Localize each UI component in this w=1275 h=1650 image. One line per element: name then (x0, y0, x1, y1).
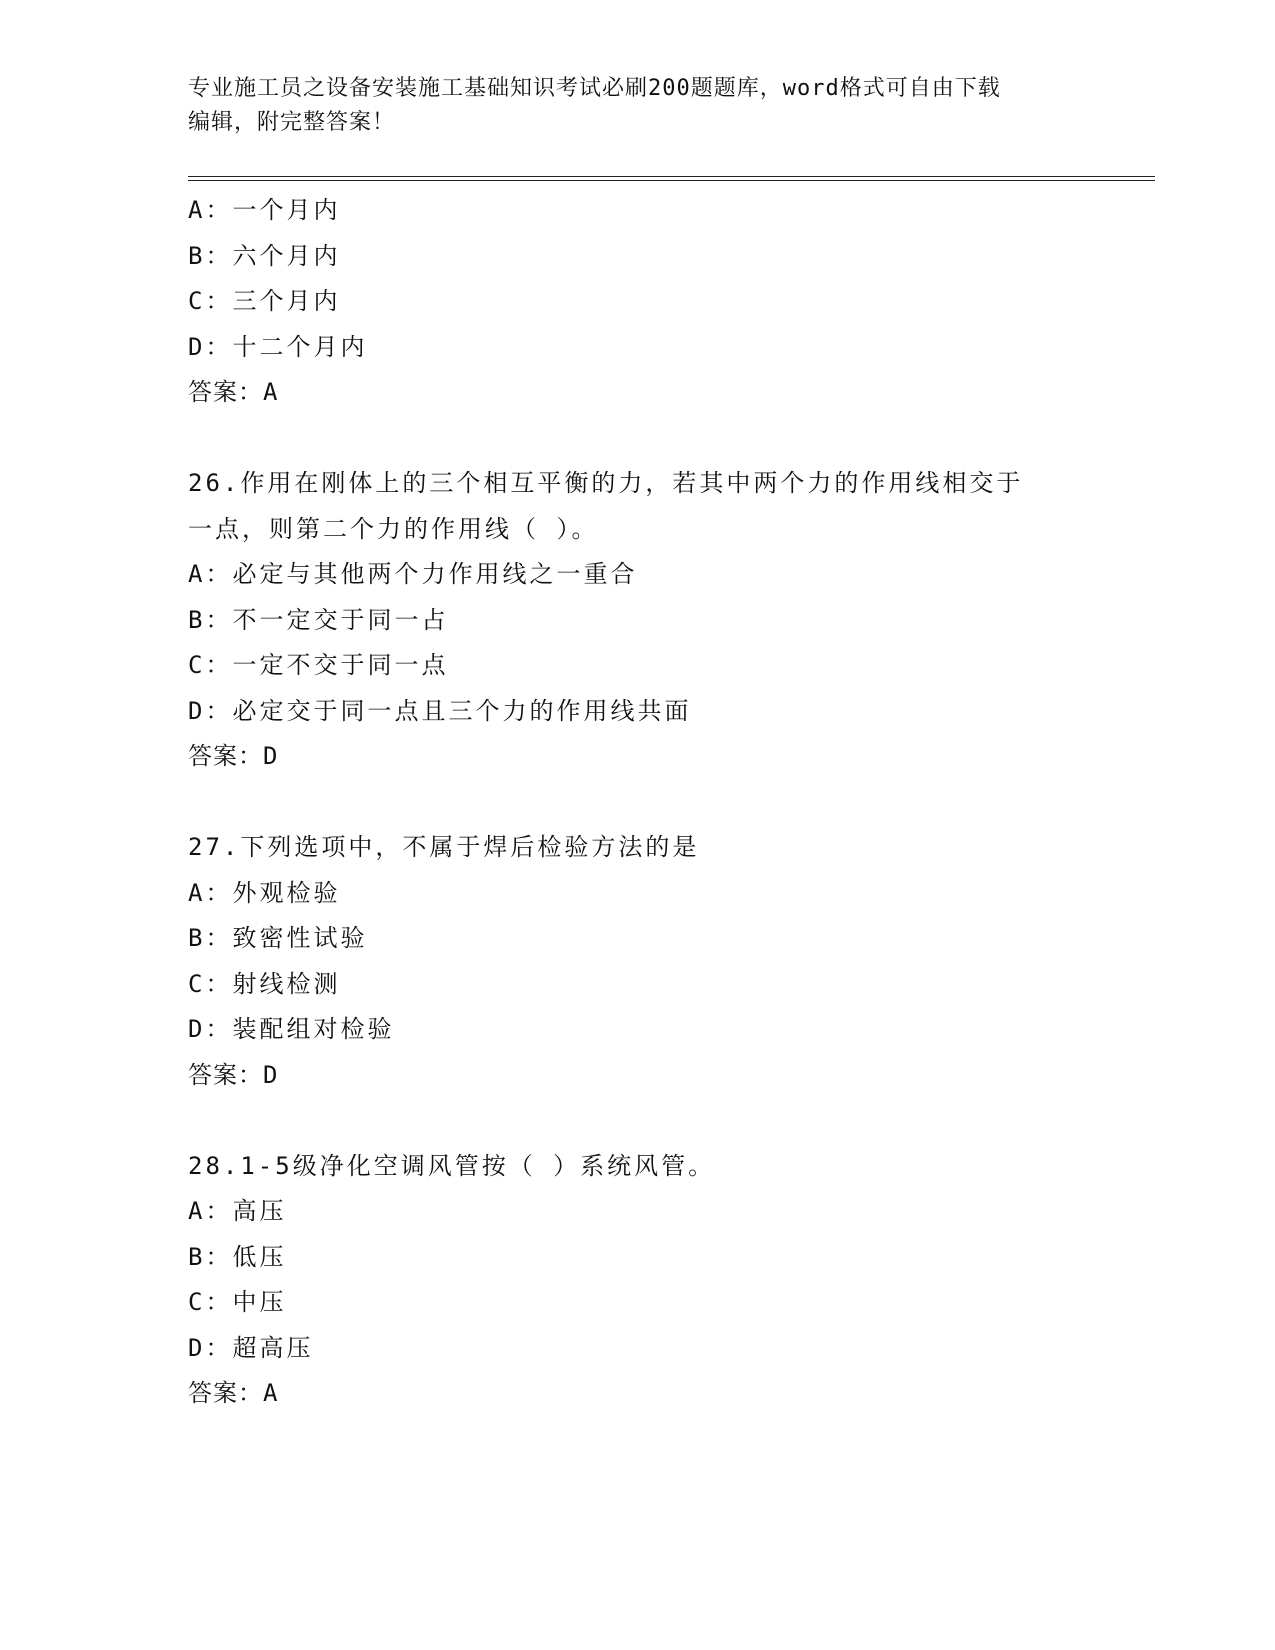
option-d: D：十二个月内 (188, 332, 368, 361)
answer-label: 答案： (188, 378, 263, 406)
answer-value: A (263, 1379, 279, 1407)
option-c: C：中压 (188, 1288, 287, 1316)
answer-label: 答案： (188, 742, 263, 770)
option-b: B：低压 (188, 1242, 287, 1271)
option-d: D：超高压 (188, 1333, 314, 1362)
header-title-line-2: 编辑，附完整答案！ (188, 110, 396, 135)
spacer (188, 780, 1148, 826)
option-b: B：不一定交于同一占 (188, 605, 449, 634)
answer-line (188, 1371, 1148, 1417)
answer-label: 答案： (188, 1379, 263, 1407)
answer-value: A (263, 378, 279, 406)
option-d: D：装配组对检验 (188, 1015, 395, 1043)
option-c: C：三个月内 (188, 287, 341, 315)
question-stem: 28.1-5级净化空调风管按（ ）系统风管。 (188, 1151, 716, 1180)
option-b: B：六个月内 (188, 241, 341, 270)
option-a: A：高压 (188, 1197, 287, 1225)
answer-line (188, 734, 1148, 780)
question-stem-line-2: 一点，则第二个力的作用线（ ）。 (188, 514, 599, 543)
question-25 (188, 188, 1148, 416)
answer-line (188, 370, 1148, 416)
question-28 (188, 1144, 1148, 1417)
option-b: B：致密性试验 (188, 924, 368, 952)
answer-value: D (263, 1060, 279, 1089)
option-d: D：必定交于同一点且三个力的作用线共面 (188, 696, 692, 725)
question-27 (188, 825, 1148, 1098)
option-a: A：一个月内 (188, 196, 341, 224)
option-a: A：外观检验 (188, 878, 341, 907)
option-c: C：一定不交于同一点 (188, 651, 449, 679)
answer-label: 答案： (188, 1060, 263, 1089)
option-c: C：射线检测 (188, 969, 341, 998)
option-a: A：必定与其他两个力作用线之一重合 (188, 560, 638, 588)
question-list (188, 188, 1148, 1417)
spacer (188, 416, 1148, 462)
answer-value: D (263, 742, 279, 770)
document-header (188, 72, 1068, 140)
question-stem-line-1: 26.作用在刚体上的三个相互平衡的力，若其中两个力的作用线相交于 (188, 469, 1024, 497)
spacer (188, 1098, 1148, 1144)
question-26 (188, 461, 1148, 780)
header-title-line-1: 专业施工员之设备安装施工基础知识考试必刷200题题库，word格式可自由下载 (188, 76, 1001, 101)
question-stem: 27.下列选项中，不属于焊后检验方法的是 (188, 833, 700, 861)
header-double-rule (188, 176, 1155, 181)
answer-line (188, 1053, 1148, 1099)
